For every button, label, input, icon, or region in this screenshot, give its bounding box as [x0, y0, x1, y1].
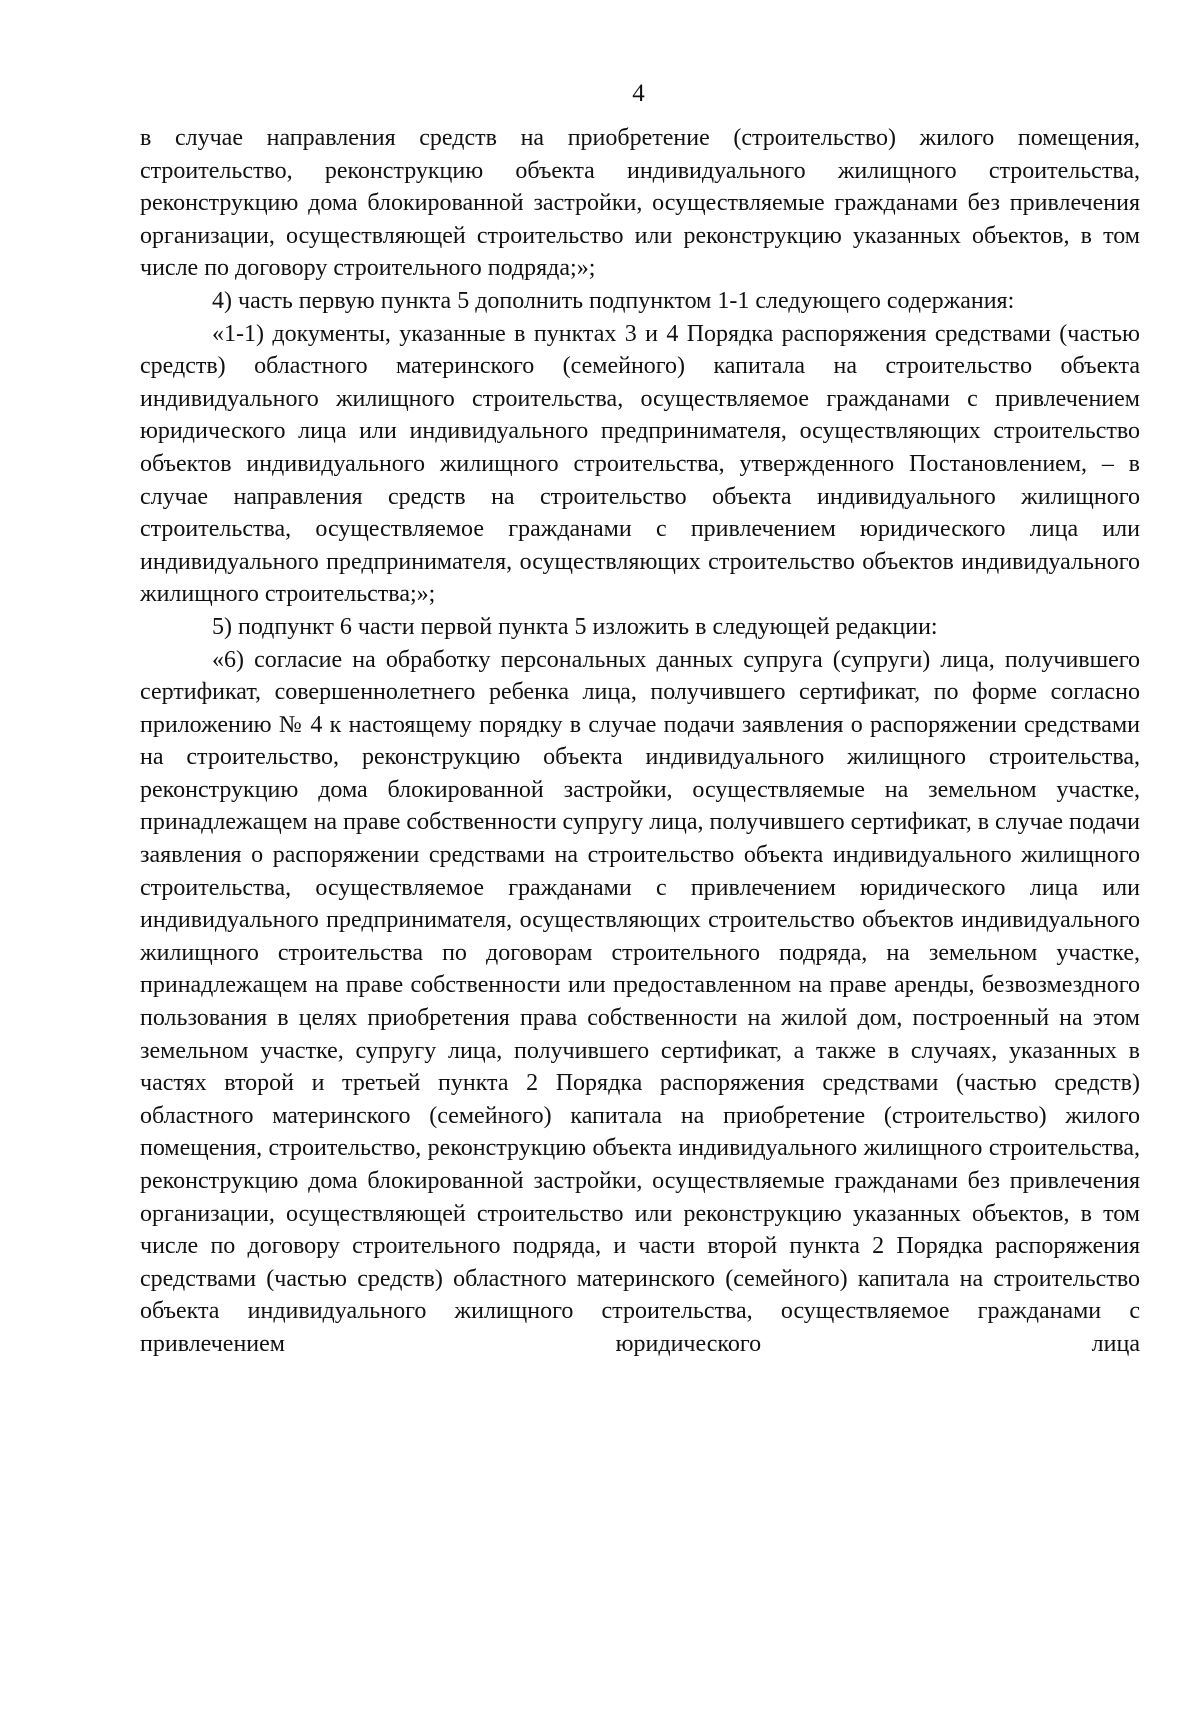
paragraph-item-5: 5) подпункт 6 части первой пункта 5 изложить в следующей редакции:: [212, 613, 938, 640]
document-body: [140, 122, 1140, 1361]
paragraph-continuation: в случае направления средств на приобретение (строительство) жилого помещения, строительство, реконструкцию объекта индивидуального жилищного строительства, реконструкцию дома блокированной застройки, осуществляемые гражданами без привлечения организации, осуществляющей строительство или реконструкцию указанных объектов, в том числе по договору строительного подряда;»;: [140, 125, 1140, 282]
paragraph-item-4: 4) часть первую пункта 5 дополнить подпунктом 1-1 следующего содержания:: [212, 287, 1015, 314]
paragraph-quote-6: «6) согласие на обработку персональных данных супруга (супруги) лица, получившего сертификат, совершеннолетнего ребенка лица, получившего сертификат, по форме согласно приложению № 4 к настоящему порядку в случае подачи заявления о распоряжении средствами на строительство, реконструкцию объекта индивидуального жилищного строительства, реконструкцию дома блокированной застройки, осуществляемые на земельном участке, принадлежащем на праве собственности супругу лица, получившего сертификат, в случае подачи заявления о распоряжении средствами на строительство объекта индивидуального жилищного строительства, осуществляемое гражданами с привлечением юридического лица или индивидуального предпринимателя, осуществляющих строительство объектов индивидуального жилищного строительства по договорам строительного подряда, на земельном участке, принадлежащем на праве собственности или предоставленном на праве аренды, безвозмездного пользования в целях приобретения права собственности на жилой дом, построенный на этом земельном участке, супругу лица, получившего сертификат, а также в случаях, указанных в частях второй и третьей пункта 2 Порядка распоряжения средствами (частью средств) областного материнского (семейного) капитала на приобретение (строительство) жилого помещения, строительство, реконструкцию объекта индивидуального жилищного строительства, реконструкцию дома блокированной застройки, осуществляемые гражданами без привлечения организации, осуществляющей строительство или реконструкцию указанных объектов, в том числе по договору строительного подряда, и части второй пункта 2 Порядка распоряжения средствами (частью средств) областного материнского (семейного) капитала на строительство объекта индивидуального жилищного строительства, осуществляемое гражданами с привлечением юридического лица: [140, 646, 1141, 1357]
paragraph-quote-1-1: «1-1) документы, указанные в пунктах 3 и 4 Порядка распоряжения средствами (частью средств) областного материнского (семейного) капитала на строительство объекта индивидуального жилищного строительства, осуществляемое гражданами с привлечением юридического лица или индивидуального предпринимателя, осуществляющих строительство объектов индивидуального жилищного строительства, утвержденного Постановлением, – в случае направления средств на строительство объекта индивидуального жилищного строительства, осуществляемое гражданами с привлечением юридического лица или индивидуального предпринимателя, осуществляющих строительство объектов индивидуального жилищного строительства;»;: [140, 320, 1140, 608]
page-number: 4: [632, 80, 645, 107]
